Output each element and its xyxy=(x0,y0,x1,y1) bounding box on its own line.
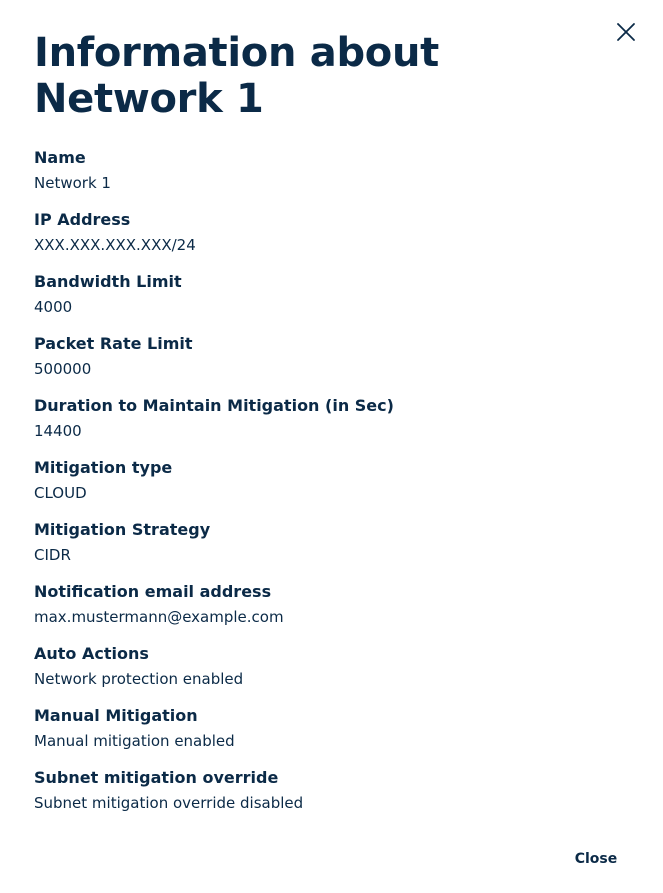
field-value: max.mustermann@example.com xyxy=(34,608,284,626)
field-value: Manual mitigation enabled xyxy=(34,732,235,750)
field-mitigation-duration xyxy=(34,394,634,456)
field-value: 14400 xyxy=(34,422,82,440)
field-value: Network 1 xyxy=(34,174,111,192)
field-label: Duration to Maintain Mitigation (in Sec) xyxy=(34,396,394,415)
field-label: Name xyxy=(34,148,86,167)
field-value: Subnet mitigation override disabled xyxy=(34,794,304,812)
field-label: Packet Rate Limit xyxy=(34,334,193,353)
close-icon[interactable] xyxy=(612,18,640,46)
field-subnet-mitigation-override xyxy=(34,766,634,828)
field-label: Mitigation Strategy xyxy=(34,520,211,539)
field-label: Notification email address xyxy=(34,582,272,601)
field-mitigation-type xyxy=(34,456,634,518)
field-ip-address xyxy=(34,208,634,270)
field-label: Subnet mitigation override xyxy=(34,768,279,787)
field-value: 500000 xyxy=(34,360,92,378)
field-auto-actions xyxy=(34,642,634,704)
network-details-list xyxy=(34,146,634,828)
field-label: Manual Mitigation xyxy=(34,706,198,725)
field-mitigation-strategy xyxy=(34,518,634,580)
field-manual-mitigation xyxy=(34,704,634,766)
close-button[interactable]: Close xyxy=(560,846,632,872)
dialog-title: Information about Network 1 xyxy=(34,30,439,122)
field-value: CIDR xyxy=(34,546,71,564)
field-name xyxy=(34,146,634,208)
field-label: Bandwidth Limit xyxy=(34,272,182,291)
field-notification-email xyxy=(34,580,634,642)
field-label: IP Address xyxy=(34,210,131,229)
field-label: Auto Actions xyxy=(34,644,149,663)
field-bandwidth-limit xyxy=(34,270,634,332)
field-value: XXX.XXX.XXX.XXX/24 xyxy=(34,236,196,254)
field-value: CLOUD xyxy=(34,484,87,502)
field-value: 4000 xyxy=(34,298,73,316)
field-label: Mitigation type xyxy=(34,458,173,477)
field-packet-rate-limit xyxy=(34,332,634,394)
field-value: Network protection enabled xyxy=(34,670,244,688)
